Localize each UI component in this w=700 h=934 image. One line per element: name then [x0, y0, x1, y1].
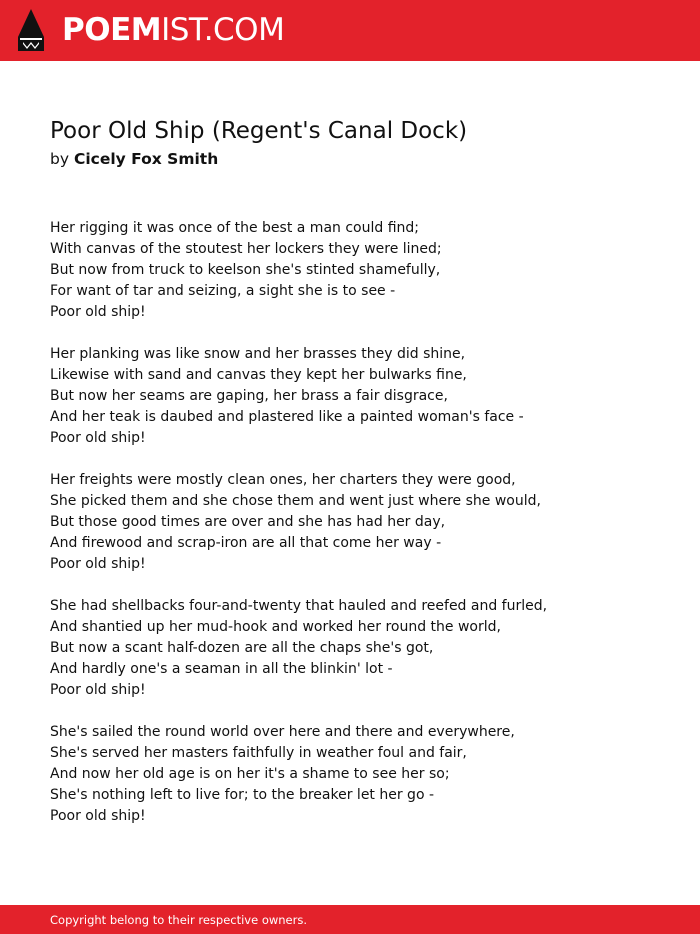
poem-line: Poor old ship! — [50, 682, 146, 698]
poem-line: She had shellbacks four-and-twenty that hauled and reefed and furled, — [50, 598, 548, 614]
poem-line: She picked them and she chose them and went just where she would, — [50, 493, 541, 509]
site-logo[interactable] — [62, 12, 284, 48]
logo-text-light: IST.COM — [161, 12, 285, 48]
stanza — [50, 596, 670, 701]
poem-line: But those good times are over and she has had her day, — [50, 514, 446, 530]
poem-line: Poor old ship! — [50, 556, 146, 572]
poem-line: Her rigging it was once of the best a man could find; — [50, 220, 419, 236]
stanza — [50, 344, 670, 449]
poem-line: Her planking was like snow and her brasses they did shine, — [50, 346, 466, 362]
author-name[interactable]: Cicely Fox Smith — [73, 150, 219, 168]
poem-line: With canvas of the stoutest her lockers they were lined; — [50, 241, 442, 257]
byline — [50, 148, 218, 170]
poem-line: Likewise with sand and canvas they kept her bulwarks fine, — [50, 367, 467, 383]
poem-line: And shantied up her mud-hook and worked her round the world, — [50, 619, 501, 635]
logo-text-bold: POEM — [62, 12, 162, 48]
poem-line: She's served her masters faithfully in weather foul and fair, — [50, 745, 467, 761]
poem-line: Poor old ship! — [50, 808, 146, 824]
site-header — [0, 0, 700, 61]
poem-line: She's nothing left to live for; to the breaker let her go - — [50, 787, 435, 803]
poem-line: And hardly one's a seaman in all the blinkin' lot - — [50, 661, 393, 677]
poem-line: And now her old age is on her it's a shame to see her so; — [50, 766, 450, 782]
stanza — [50, 470, 670, 575]
poem-line: For want of tar and seizing, a sight she is to see - — [50, 283, 396, 299]
pencil-tip-icon[interactable] — [18, 9, 44, 51]
copyright-notice: Copyright belong to their respective owners. — [50, 913, 308, 927]
poem-line: And her teak is daubed and plastered like a painted woman's face - — [50, 409, 524, 425]
poem-title: Poor Old Ship (Regent's Canal Dock) — [50, 118, 468, 144]
poem-line: She's sailed the round world over here and there and everywhere, — [50, 724, 515, 740]
poem-line: But now from truck to keelson she's stinted shamefully, — [50, 262, 441, 278]
poem-line: But now a scant half-dozen are all the chaps she's got, — [50, 640, 434, 656]
stanza — [50, 218, 670, 323]
site-footer — [0, 905, 700, 934]
by-label: by — [50, 150, 70, 168]
poem-line: But now her seams are gaping, her brass a fair disgrace, — [50, 388, 448, 404]
poem-line: And firewood and scrap-iron are all that come her way - — [50, 535, 442, 551]
stanza — [50, 722, 670, 827]
poem-line: Poor old ship! — [50, 304, 146, 320]
poem-line: Poor old ship! — [50, 430, 146, 446]
poem-body — [50, 218, 670, 848]
poem-line: Her freights were mostly clean ones, her charters they were good, — [50, 472, 516, 488]
